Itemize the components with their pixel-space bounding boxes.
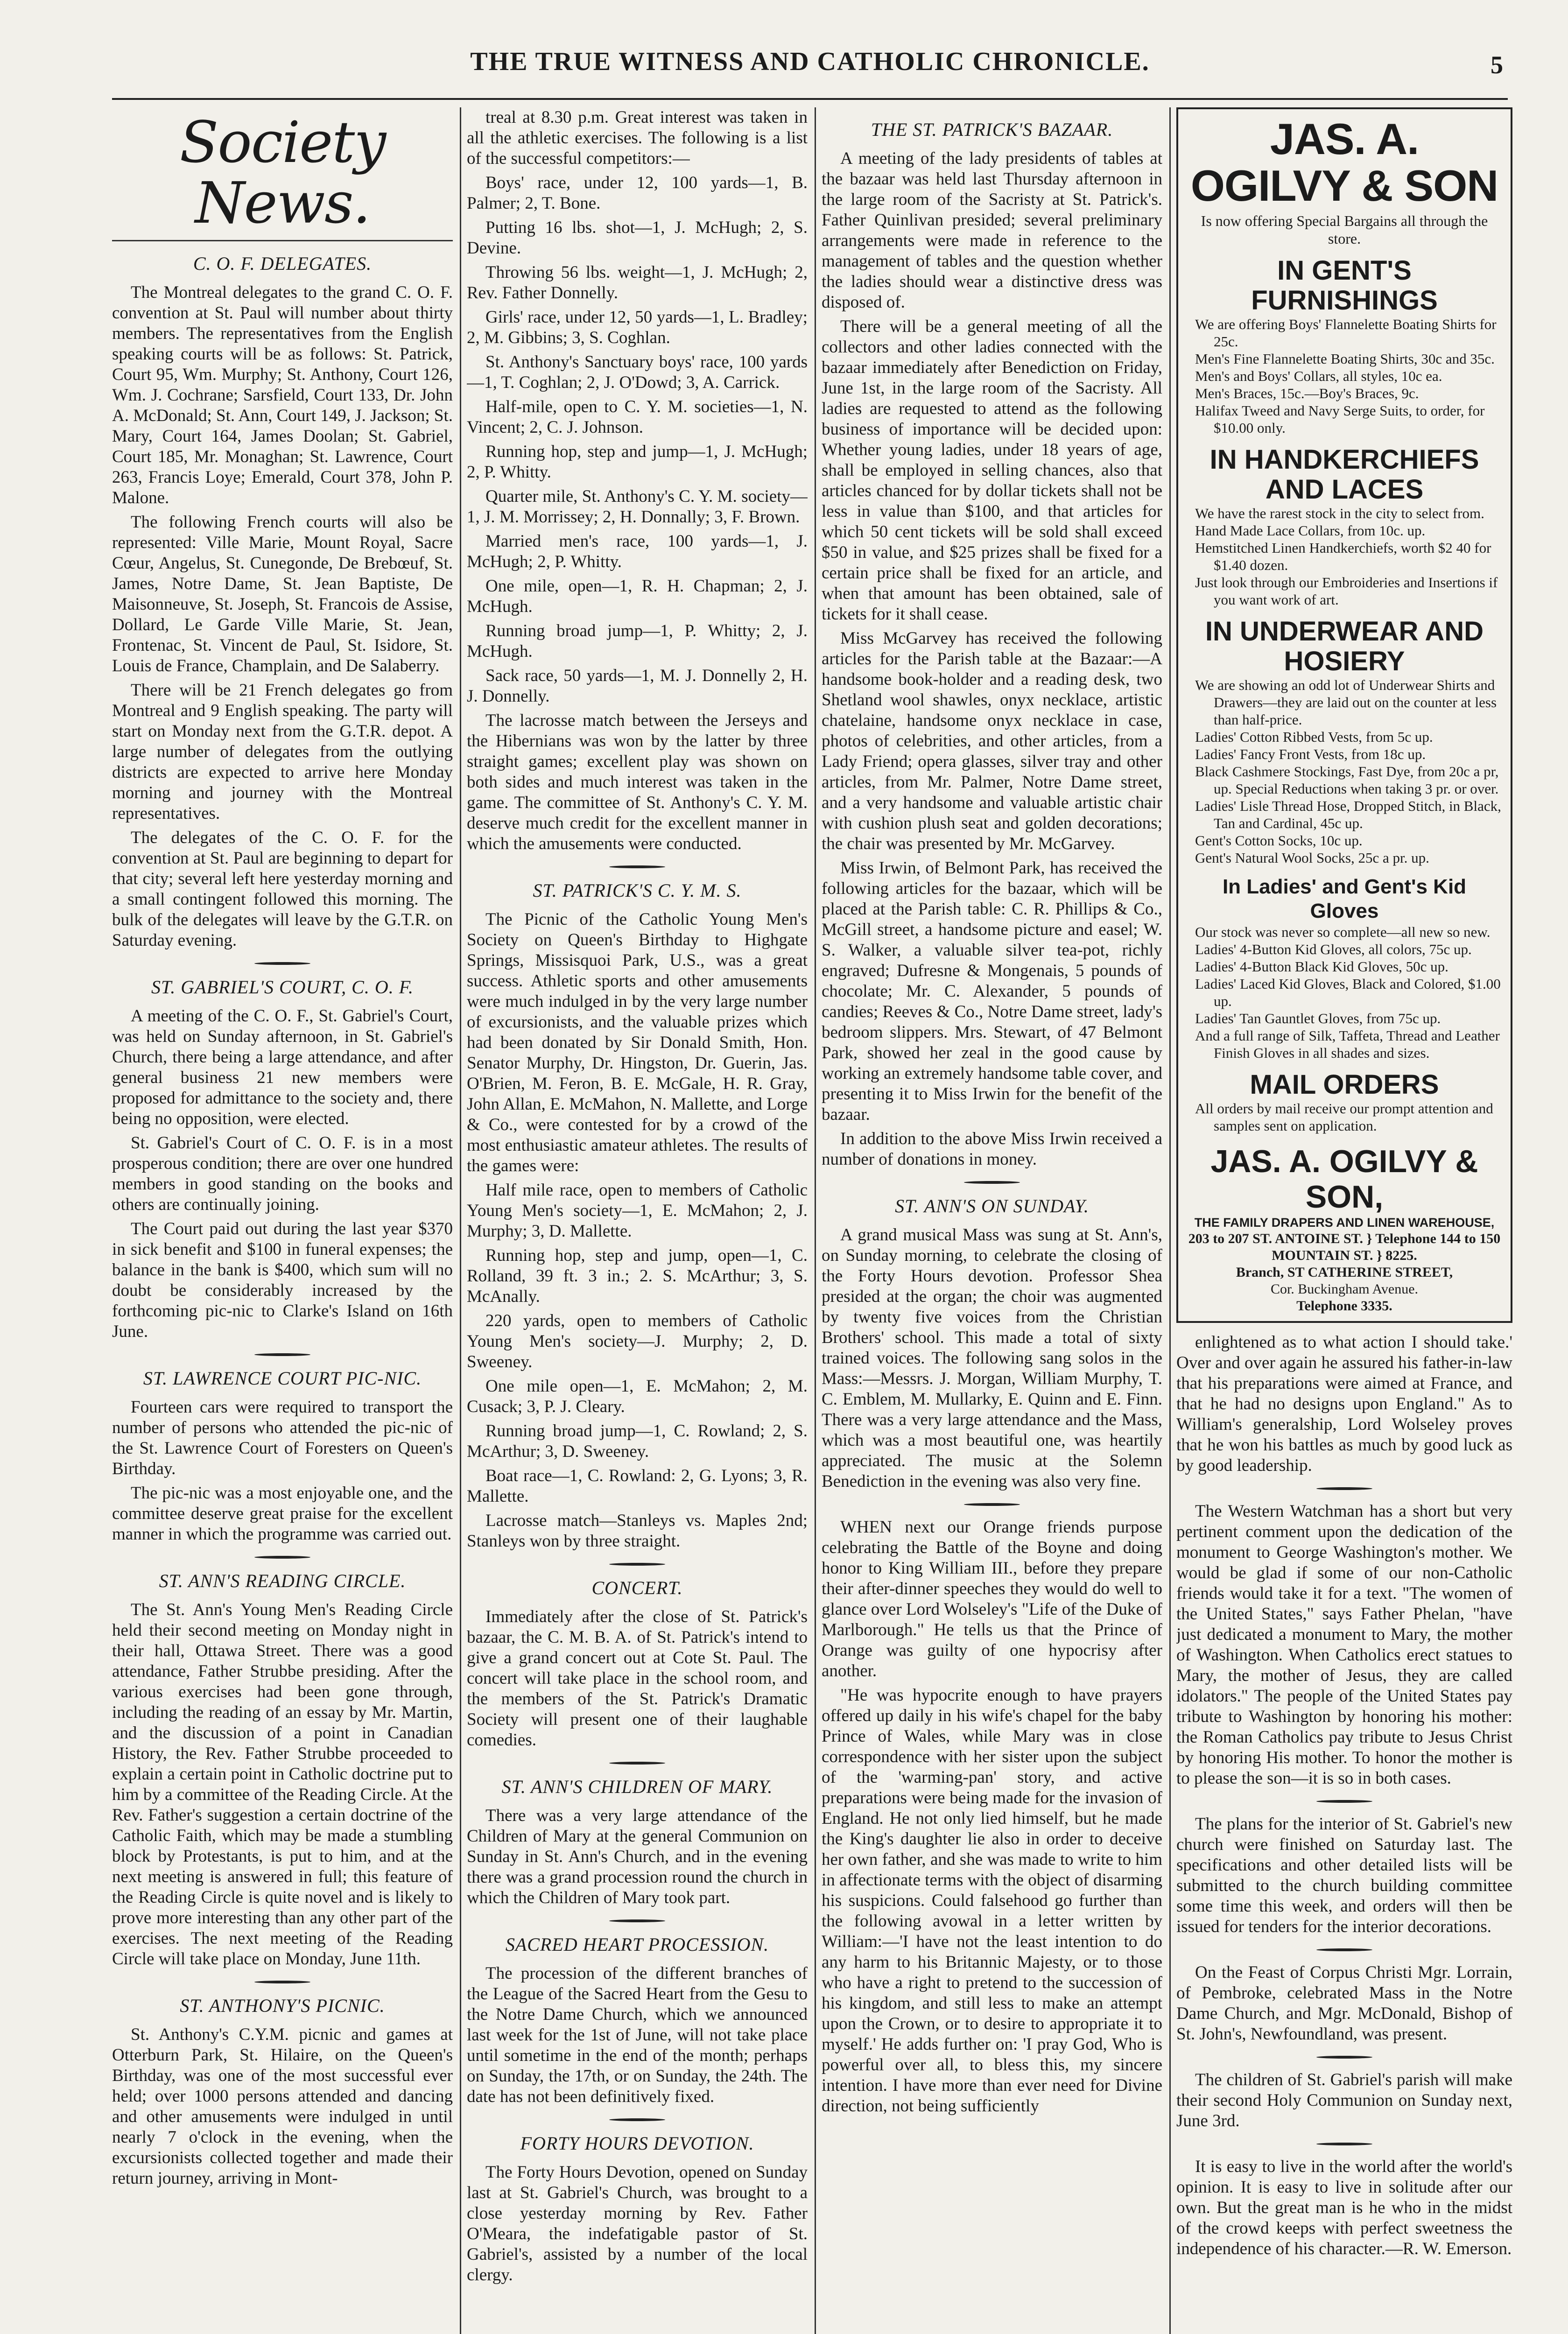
section-separator bbox=[609, 2118, 665, 2121]
ogilvy-advertisement bbox=[1176, 107, 1512, 1323]
article-heading: ST. GABRIEL'S COURT, C. O. F. bbox=[151, 977, 414, 998]
page-number: 5 bbox=[1491, 51, 1503, 79]
article-paragraph: 220 yards, open to members of Catholic Young Men's society—J. Murphy; 2, D. Sweeney. bbox=[467, 1311, 808, 1371]
column-divider-1 bbox=[460, 107, 461, 2334]
ad-footer-corner: Cor. Buckingham Avenue. bbox=[1270, 1281, 1419, 1297]
column-2 bbox=[467, 107, 808, 2334]
article-paragraph: A grand musical Mass was sung at St. Ann's, on Sunday morning, to celebrate the closing of the Forty Hours devotion. Professor Shea presided at the organ; the choir was augmented by twenty five voices from the Christian Brothers' school. This made a total of sixty trained voices. The following sang solos in the Mass:—Messrs. J. Morgan, William Murphy, T. C. Emblem, M. Mullarky, E. Quinn and E. Finn. There was a very large attendance and the Mass, which was a most beautiful one, was heartily appreciated. The music at the Solemn Benediction in the evening was also very fine. bbox=[822, 1225, 1162, 1491]
column-1 bbox=[112, 107, 453, 2334]
article-paragraph: Boat race—1, C. Rowland: 2, G. Lyons; 3, R. Mallette. bbox=[467, 1466, 808, 1506]
ad-blocks bbox=[1186, 256, 1503, 1134]
ad-item-line: Halifax Tweed and Navy Serge Suits, to order, for $10.00 only. bbox=[1195, 402, 1485, 436]
ad-item-line: Men's and Boys' Collars, all styles, 10c ea. bbox=[1195, 368, 1442, 384]
ad-item-line: Our stock was never so complete—all new so new. bbox=[1195, 924, 1491, 940]
column-4 bbox=[1176, 107, 1512, 2334]
ad-item-line: And a full range of Silk, Taffeta, Thread and Leather Finish Gloves in all shades and sizes. bbox=[1195, 1027, 1500, 1061]
ad-section-heading: IN HANDKERCHIEFS AND LACES bbox=[1209, 444, 1479, 505]
article-paragraph: The Court paid out during the last year $370 in sick benefit and $100 in funeral expenses; the balance in the bank is $400, which sum will no doubt be considerably increased by the forthcoming pic-nic to Clarke's Island on 16th June. bbox=[112, 1219, 453, 1341]
masthead bbox=[112, 47, 1508, 100]
ad-item-line: Just look through our Embroideries and Insertions if you want work of art. bbox=[1195, 574, 1498, 608]
article-heading: FORTY HOURS DEVOTION. bbox=[520, 2133, 754, 2154]
article-paragraph: The Western Watchman has a short but very pertinent comment upon the dedication of the monument to George Washington's mother. We would be glad if some of our non-Catholic friends would take it for a text. "The women of the United States," says Father Phelan, "have just dedicated a monument to Mary, the mother of Washington. When Catholics erect statues to Mary, the mother of Jesus, they are called idolators." The people of the United States pay tribute to Washington by honoring his mother: the Roman Catholics pay tribute to Jesus Christ by honoring His mother. To honor the mother is to please the son—it is so in both cases. bbox=[1176, 1502, 1512, 1788]
article-paragraph: There will be a general meeting of all the collectors and other ladies connected with the bazaar immediately after Benediction on Friday, June 1st, in the large room of the Sacristy. All ladies are requested to attend as the following business of importance will be decided upon: Whether young ladies, under 18 years of age, shall be employed in selling chances, also that articles chanced for by dollar tickets shall not be less in value than $100, and that articles for which 50 cent tickets will be sold shall exceed $50 in value, and $25 prizes shall be fixed for a certain price shall be fixed for an article, and when that amount has been obtained, sale of tickets for it shall cease. bbox=[822, 317, 1162, 624]
ad-item-line: Hemstitched Linen Handkerchiefs, worth $2 40 for $1.40 dozen. bbox=[1195, 540, 1491, 573]
article-paragraph: Married men's race, 100 yards—1, J. McHugh; 2, P. Whitty. bbox=[467, 532, 808, 571]
article-heading: ST. ANTHONY'S PICNIC. bbox=[180, 1995, 385, 2016]
section-separator bbox=[964, 1181, 1020, 1184]
article-heading: SACRED HEART PROCESSION. bbox=[505, 1934, 769, 1955]
article-paragraph: In addition to the above Miss Irwin received a number of donations in money. bbox=[822, 1129, 1162, 1169]
article-paragraph: Running broad jump—1, C. Rowland; 2, S. McArthur; 3, D. Sweeney. bbox=[467, 1421, 808, 1461]
article-heading: ST. LAWRENCE COURT PIC-NIC. bbox=[143, 1368, 422, 1389]
article-paragraph: Running hop, step and jump—1, J. McHugh; 2, P. Whitty. bbox=[467, 442, 808, 482]
ad-section-heading: In Ladies' and Gent's Kid Gloves bbox=[1222, 875, 1467, 922]
article-paragraph: Lacrosse match—Stanleys vs. Maples 2nd; Stanleys won by three straight. bbox=[467, 1511, 808, 1551]
col1-sections bbox=[112, 253, 453, 2189]
section-separator bbox=[1316, 2056, 1372, 2059]
article-paragraph: St. Gabriel's Court of C. O. F. is in a most prosperous condition; there are over one hundred members in good standing on the books and others are continually joining. bbox=[112, 1133, 453, 1214]
article-paragraph: Half-mile, open to C. Y. M. societies—1, N. Vincent; 2, C. J. Johnson. bbox=[467, 397, 808, 437]
article-paragraph: The Forty Hours Devotion, opened on Sunday last at St. Gabriel's Church, was brought to a close yesterday morning by Rev. Father O'Meara, the indefatigable pastor of St. Gabriel's, assisted by a number of the local clergy. bbox=[467, 2163, 808, 2285]
article-paragraph: The St. Ann's Young Men's Reading Circle held their second meeting on Monday night in their hall, Ottawa Street. There was a good attendance, Father Strubbe presiding. After the various exercises had been gone through, including the reading of an essay by Mr. Martin, and the discussion of a point in Canadian History, the Rev. Father Strubbe proceeded to explain a certain point in Catholic doctrine put to him by a committee of the Reading Circle. At the Rev. Father's suggestion a certain doctrine of the Catholic Faith, which may be made a stumbling block by Protestants, is put to him, and at the next meeting is answered in full; this feature of the Reading Circle is quite novel and is likely to prove more interesting than any other part of the exercises. The next meeting of the Reading Circle will take place on Monday, June 11th. bbox=[112, 1600, 453, 1968]
article-paragraph: The pic-nic was a most enjoyable one, and the committee deserve great praise for the excellent manner in which the programme was carried out. bbox=[112, 1483, 453, 1544]
article-paragraph: Immediately after the close of St. Patrick's bazaar, the C. M. B. A. of St. Patrick's intend to give a grand concert out at Cote St. Paul. The concert will take place in the school room, and the members of the St. Patrick's Dramatic Society will present one of their laughable comedies. bbox=[467, 1607, 808, 1750]
ad-item-line: Ladies' Cotton Ribbed Vests, from 5c up. bbox=[1195, 729, 1433, 745]
section-separator bbox=[1316, 1948, 1372, 1951]
ad-item-line: All orders by mail receive our prompt attention and samples sent on application. bbox=[1195, 1100, 1493, 1134]
article-paragraph: The Montreal delegates to the grand C. O. F. convention at St. Paul will number about thirty members. The representatives from the English speaking courts will be as follows: St. Patrick, Court 95, Wm. Murphy; St. Anthony, Court 126, Wm. J. Cochrane; Sarsfield, Court 133, Dr. John A. McDonald; St. Ann, Court 149, J. Jackson; St. Mary, Court 164, James Doolan; St. Gabriel, Court 185, Mr. Monaghan; St. Lawrence, Court 263, Francis Loye; Emerald, Court 378, John P. Malone. bbox=[112, 283, 453, 507]
article-paragraph: Fourteen cars were required to transport the number of persons who attended the pic-nic of the St. Lawrence Court of Foresters on Queen's Birthday. bbox=[112, 1398, 453, 1478]
column-3 bbox=[822, 107, 1162, 2334]
ad-section-heading: IN GENT'S FURNISHINGS bbox=[1251, 255, 1438, 316]
col4-paragraphs bbox=[1176, 1332, 1512, 2259]
article-paragraph: Running broad jump—1, P. Whitty; 2, J. McHugh. bbox=[467, 621, 808, 661]
ad-footer-name: JAS. A. OGILVY & SON, bbox=[1210, 1144, 1478, 1215]
section-separator bbox=[254, 1981, 310, 1983]
ad-footer-address: 203 to 207 ST. ANTOINE ST. } Telephone 144 to 150 MOUNTAIN ST. } 8225. bbox=[1188, 1231, 1501, 1263]
column-divider-3 bbox=[1169, 107, 1171, 2334]
ad-section-heading: MAIL ORDERS bbox=[1250, 1069, 1439, 1100]
article-paragraph: St. Anthony's C.Y.M. picnic and games at Otterburn Park, St. Hilaire, on the Queen's Birthday, was one of the most successful ever held; over 1000 persons attended and dancing and other amusements were indulged in until nearly 7 o'clock in the evening, when the excursionists collected together and made their return journey, arriving in Mont- bbox=[112, 2025, 453, 2188]
article-paragraph: Miss Irwin, of Belmont Park, has received the following articles for the bazaar, which will be placed at the Parish table: C. R. Phillips & Co., McGill street, a handsome picture and easel; W. S. Walker, a valuable silver tea-pot, richly engraved; Dufresne & Mongenais, 5 pounds of chocolate; Mr. C. Alexander, 5 pounds of candies; Reeves & Co., Notre Dame street, lady's bedroom slippers. Mrs. Stewart, of 47 Belmont Park, showed her zeal in the good cause by working an extremely handsome table cover, and presenting it to Miss Irwin for the benefit of the bazaar. bbox=[822, 858, 1162, 1124]
ad-item-line: Black Cashmere Stockings, Fast Dye, from 20c a pr, up. Special Reductions when taking 3 pr. or over. bbox=[1195, 763, 1499, 797]
section-separator bbox=[1316, 1800, 1372, 1803]
article-paragraph: Throwing 56 lbs. weight—1, J. McHugh; 2, Rev. Father Donnelly. bbox=[467, 263, 808, 302]
ad-item-line: Gent's Natural Wool Socks, 25c a pr. up. bbox=[1195, 850, 1429, 866]
article-paragraph: One mile open—1, E. McMahon; 2, M. Cusack; 3, P. J. Cleary. bbox=[467, 1377, 808, 1416]
ad-store-name: JAS. A. OGILVY & SON bbox=[1190, 114, 1498, 210]
article-paragraph: Running hop, step and jump, open—1, C. Rolland, 39 ft. 3 in.; 2. S. McArthur; 3, S. McAnally. bbox=[467, 1246, 808, 1306]
article-paragraph: Sack race, 50 yards—1, M. J. Donnelly 2, H. J. Donnelly. bbox=[467, 666, 808, 706]
ad-item-line: Ladies' Fancy Front Vests, from 18c up. bbox=[1195, 746, 1426, 762]
article-heading: C. O. F. DELEGATES. bbox=[193, 253, 372, 274]
article-paragraph: The lacrosse match between the Jerseys and the Hibernians was won by the latter by three straight games; excellent play was shown on both sides and much interest was taken in the game. The committee of St. Anthony's C. Y. M. deserve much credit for the excellent manner in which the amusements were conducted. bbox=[467, 711, 808, 853]
section-separator bbox=[609, 865, 665, 868]
ad-item-line: We are showing an odd lot of Underwear Shirts and Drawers—they are laid out on the counter at less than half-price. bbox=[1195, 677, 1497, 728]
ad-tagline: Is now offering Special Bargains all through the store. bbox=[1201, 212, 1488, 247]
article-paragraph: A meeting of the lady presidents of tables at the bazaar was held last Thursday afternoon in the large room of the Sacristy at St. Patrick's. Father Quinlivan presided; several preliminary arrangements were made in reference to the management of tables and the question whether the ladies should wear a distinctive dress was disposed of. bbox=[822, 149, 1162, 312]
ad-footer-branch: Branch, ST CATHERINE STREET, bbox=[1236, 1265, 1453, 1280]
article-paragraph: One mile, open—1, R. H. Chapman; 2, J. McHugh. bbox=[467, 576, 808, 616]
article-paragraph: The plans for the interior of St. Gabriel's new church were finished on Saturday last. The specifications and other detailed lists will be submitted to the church building committee some time this week, and orders will then be issued for tenders for the interior decorations. bbox=[1176, 1814, 1512, 1936]
article-paragraph: The following French courts will also be represented: Ville Marie, Mount Royal, Sacre Cœur, Angelus, St. Cunegonde, De Brebœuf, St. James, Notre Dame, St. Jean Baptiste, De Maisonneuve, St. Joseph, St. Francois de Assise, Dollard, Le Garde Ville Marie, St. Jean, Frontenac, St. Vincent de Paul, St. Isidore, St. Louis de France, Champlain, and De Salaberry. bbox=[112, 513, 453, 675]
society-news-title: Society News. bbox=[179, 109, 386, 236]
ad-item-line: Hand Made Lace Collars, from 10c. up. bbox=[1195, 522, 1426, 539]
article-paragraph: St. Anthony's Sanctuary boys' race, 100 yards—1, T. Coghlan; 2, J. O'Dowd; 3, A. Carrick. bbox=[467, 352, 808, 392]
article-paragraph: Miss McGarvey has received the following articles for the Parish table at the Bazaar:—A handsome book-holder and a reading desk, two Shetland wool shawles, onyx necklace, artistic chatelaine, handsome onyx necklace in case, photos of celebrities, and other articles, from a Lady Friend; opera glasses, silver tray and other articles, from Mr. Palmer, Notre Dame street, and a very handsome and valuable artistic chair with cushion plush seat and golden decorations; the chair was presented by Mr. McGarvey. bbox=[822, 629, 1162, 853]
ad-item-line: Gent's Cotton Socks, 10c up. bbox=[1195, 832, 1363, 849]
section-separator bbox=[609, 1919, 665, 1922]
ad-footer-telephone: Telephone 3335. bbox=[1296, 1298, 1392, 1314]
section-separator bbox=[254, 1353, 310, 1356]
section-separator bbox=[609, 1563, 665, 1566]
article-heading: ST. PATRICK'S C. Y. M. S. bbox=[533, 880, 742, 901]
article-paragraph: Girls' race, under 12, 50 yards—1, L. Bradley; 2, M. Gibbins; 3, S. Coghlan. bbox=[467, 308, 808, 347]
article-paragraph: On the Feast of Corpus Christi Mgr. Lorrain, of Pembroke, celebrated Mass in the Notre Dame Church, and Mgr. McDonald, Bishop of St. John's, Newfoundland, was present. bbox=[1176, 1963, 1512, 2044]
article-paragraph: The children of St. Gabriel's parish will make their second Holy Communion on Sunday next, June 3rd. bbox=[1176, 2070, 1512, 2130]
section-separator bbox=[254, 1556, 310, 1559]
col2-sections bbox=[467, 107, 808, 2285]
ad-item-line: We are offering Boys' Flannelette Boating Shirts for 25c. bbox=[1195, 316, 1497, 350]
article-heading: ST. ANN'S ON SUNDAY. bbox=[895, 1195, 1089, 1216]
section-separator bbox=[254, 962, 310, 965]
article-paragraph: The procession of the different branches of the League of the Sacred Heart from the Gesu to the Notre Dame Church, which we announced last week for the 1st of June, will not take place until sometime in the end of the month; perhaps on Sunday, the 17th, or on Sunday, the 24th. The date has not been definitively fixed. bbox=[467, 1964, 808, 2106]
ad-item-line: Ladies' Tan Gauntlet Gloves, from 75c up. bbox=[1195, 1010, 1441, 1026]
ad-item-line: Men's Fine Flannelette Boating Shirts, 30c and 35c. bbox=[1195, 351, 1495, 367]
article-paragraph: There will be 21 French delegates go from Montreal and 9 English speaking. The party will start on Monday next from the G.T.R. depot. A large number of delegates from the outlying districts are expected to arrive here Monday morning and journey with the Montreal representatives. bbox=[112, 681, 453, 823]
newspaper-title: THE TRUE WITNESS AND CATHOLIC CHRONICLE. bbox=[470, 47, 1150, 76]
section-separator bbox=[1316, 2143, 1372, 2145]
article-paragraph: The delegates of the C. O. F. for the convention at St. Paul are beginning to depart for that city; several left here yesterday morning and a small contingent followed this morning. The bulk of the delegates will leave by the G.T.R. on Saturday evening. bbox=[112, 828, 453, 950]
title-rule bbox=[112, 240, 453, 241]
section-separator bbox=[609, 1762, 665, 1765]
article-paragraph: A meeting of the C. O. F., St. Gabriel's Court, was held on Sunday afternoon, in St. Gabriel's Church, there being a large attendance, and after general business 21 new members were proposed for admittance to the society and, there being no opposition, were elected. bbox=[112, 1006, 453, 1128]
article-paragraph: Half mile race, open to members of Catholic Young Men's society—1, E. McMahon; 2, J. Murphy; 3, D. Mallette. bbox=[467, 1181, 808, 1241]
article-heading: THE ST. PATRICK'S BAZAAR. bbox=[871, 119, 1113, 140]
article-paragraph: Putting 16 lbs. shot—1, J. McHugh; 2, S. Devine. bbox=[467, 218, 808, 258]
section-separator bbox=[964, 1503, 1020, 1506]
article-paragraph: Quarter mile, St. Anthony's C. Y. M. society—1, J. M. Morrissey; 2, H. Donnally; 3, F. Brown. bbox=[467, 487, 808, 527]
article-paragraph: The Picnic of the Catholic Young Men's Society on Queen's Birthday to Highgate Springs, Missisquoi Park, U.S., was a great success. Athletic sports and other amusements were much indulged in by the very large number of excursionists, and the valuable prizes which had been donated by Sir Donald Smith, Hon. Senator Murphy, Dr. Hingston, Dr. Guerin, Jas. O'Brien, M. Feron, B. E. McGale, H. R. Gray, John Allan, E. McMahon, N. Mallette, and Lorge & Co., were contested for by a crowd of the most enthusiastic amateur athletes. The results of the games were: bbox=[467, 910, 808, 1175]
article-paragraph: It is easy to live in the world after the world's opinion. It is easy to live in solitude after our own. But the great man is he who in the midst of the crowd keeps with perfect sweetness the independence of his character.—R. W. Emerson. bbox=[1176, 2157, 1512, 2258]
ad-item-line: Ladies' 4-Button Kid Gloves, all colors, 75c up. bbox=[1195, 941, 1472, 957]
ad-footer-subtitle: THE FAMILY DRAPERS AND LINEN WAREHOUSE, bbox=[1194, 1216, 1495, 1230]
article-heading: ST. ANN'S READING CIRCLE. bbox=[159, 1570, 406, 1591]
article-heading: ST. ANN'S CHILDREN OF MARY. bbox=[501, 1776, 773, 1797]
article-paragraph: There was a very large attendance of the Children of Mary at the general Communion on Sunday in St. Ann's Church, and in the evening there was a grand procession round the church in which the Children of Mary took part. bbox=[467, 1806, 808, 1907]
ad-item-line: Ladies' 4-Button Black Kid Gloves, 50c up. bbox=[1195, 958, 1448, 975]
section-separator bbox=[1316, 1487, 1372, 1490]
ad-item-line: Men's Braces, 15c.—Boy's Braces, 9c. bbox=[1195, 385, 1419, 401]
article-paragraph: treal at 8.30 p.m. Great interest was taken in all the athletic exercises. The following is a list of the successful competitors:— bbox=[467, 108, 808, 168]
ad-section-heading: IN UNDERWEAR AND HOSIERY bbox=[1205, 616, 1484, 676]
ad-item-line: Ladies' Lisle Thread Hose, Dropped Stitch, in Black, Tan and Cardinal, 45c up. bbox=[1195, 798, 1501, 831]
article-paragraph: "He was hypocrite enough to have prayers offered up daily in his wife's chapel for the baby Prince of Wales, while Mary was in close correspondence with her sister upon the subject of the 'warming-pan' story, and active preparations were being made for the invasion of England. He not only lied himself, but he made the King's daughter lie also in order to deceive her own father, and she was made to write to him in affectionate terms with the object of disarming his suspicions. Could falsehood go further than the following avowal in a letter written by William:—'I have not the least intention to do any harm to his Britannic Majesty, or to those who have a right to pretend to the succession of his kingdom, and still less to make an attempt upon the Crown, or to desire to appropriate it to myself.' He adds further on: 'I pray God, Who is powerful over all, to bless this, my sincere intention. I have more than ever need for Divine direction, not being sufficiently bbox=[822, 1686, 1162, 2116]
article-paragraph: enlightened as to what action I should take.' Over and over again he assured his father-in-law that his preparations were aimed at France, and that he had no designs upon England." As to William's generalship, Lord Wolseley proves that he won his battles as much by good luck as by good leadership. bbox=[1176, 1333, 1512, 1475]
article-paragraph: Boys' race, under 12, 100 yards—1, B. Palmer; 2, T. Bone. bbox=[467, 173, 808, 213]
ad-item-line: Ladies' Laced Kid Gloves, Black and Colored, $1.00 up. bbox=[1195, 976, 1501, 1009]
article-heading: CONCERT. bbox=[591, 1577, 683, 1598]
col3-sections bbox=[822, 120, 1162, 2116]
ad-item-line: We have the rarest stock in the city to select from. bbox=[1195, 505, 1484, 521]
article-paragraph: WHEN next our Orange friends purpose celebrating the Battle of the Boyne and doing honor to King William III., before they prepare their after-dinner speeches they would do well to glance over Lord Wolseley's "Life of the Duke of Marlborough." He tells us that the Prince of Orange was guilty of one hypocrisy after another. bbox=[822, 1518, 1162, 1680]
column-divider-2 bbox=[815, 107, 816, 2334]
